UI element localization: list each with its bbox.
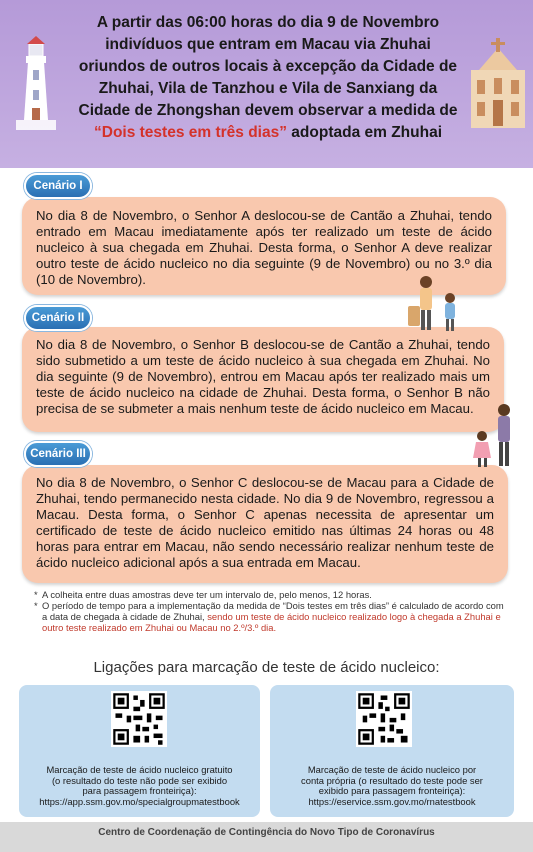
card-desc-line: (o resultado do teste não pode ser exibido: [51, 774, 228, 786]
footnote-text-part: O período de tempo para a implementação da medida de “Dois testes em três dias” é calculado de acordo com a data de chegada à cidade de Zhuhai,: [42, 600, 504, 622]
title-line: [58, 122, 478, 144]
free-test-booking-description: [25, 765, 254, 807]
scenario-1-text: No dia 8 de Novembro, o Senhor A deslocou-se de Cantão a Zhuhai, tendo entrado em Macau imediatamente após ter realizado um teste de ácido nucleico à sua chegada em Zhuhai. Desta forma, o Senhor A deve realizar outro teste de ácido nucleico no dia seguinte (9 de Novembro) ou no 3.º dia (10 de Novembro).: [36, 208, 492, 287]
title-line: Cidade de Zhongshan devem observar a medida de: [78, 102, 458, 119]
paid-test-booking-card[interactable]: [270, 685, 514, 817]
paid-test-booking-link[interactable]: https://eservice.ssm.gov.mo/rnatestbook: [308, 795, 476, 807]
scenario-1-label: Cenário I: [24, 173, 92, 199]
card-desc-line: conta própria (o resultado do teste pode ser: [301, 774, 483, 786]
travellers-illustration: [406, 272, 466, 334]
lighthouse-illustration: [14, 36, 58, 132]
footnote-star: *: [34, 589, 38, 600]
title-highlight: “Dois testes em três dias”: [94, 124, 287, 141]
qr-code-icon[interactable]: [356, 691, 412, 747]
card-desc-line: Marcação de teste de ácido nucleico gratuito: [46, 764, 233, 775]
free-test-booking-link[interactable]: https://app.ssm.gov.mo/specialgroupmatestbook: [39, 795, 240, 807]
footer: [0, 822, 533, 852]
title-line: Zhuhai, Vila de Tanzhou e Vila de Sanxiang da: [98, 80, 438, 97]
scenario-2-text: No dia 8 de Novembro, o Senhor B deslocou-se de Cantão a Zhuhai, tendo sido submetido a um teste de ácido nucleico à sua chegada em Zhuhai. No dia seguinte (9 de Novembro), entrou em Macau após ter realizado mais um teste de ácido nucleico na cidade de Zhuhai. Desta forma, o Senhor B não precisa de se submeter a mais nenhum teste de ácido nucleico em Macau.: [36, 337, 490, 416]
footer-text: Centro de Coordenação de Contingência do Novo Tipo de Coronavírus: [98, 827, 435, 838]
card-desc-line: Marcação de teste de ácido nucleico por: [307, 764, 477, 775]
title-line: A partir das 06:00 horas do dia 9 de Novembro: [96, 14, 440, 31]
page-title: [58, 12, 478, 144]
card-desc-line: exibido para passagem fronteiriça):: [318, 785, 466, 796]
title-tail: adoptada em Zhuhai: [286, 124, 442, 141]
paid-test-booking-description: [276, 765, 508, 807]
free-test-booking-card[interactable]: [19, 685, 260, 817]
title-line: indivíduos que entram em Macau via Zhuhai: [105, 36, 431, 53]
scenario-2-label: Cenário II: [24, 305, 92, 331]
header-banner: [0, 0, 533, 168]
scenario-3-label: Cenário III: [24, 441, 92, 467]
scenario-3-text: No dia 8 de Novembro, o Senhor C deslocou-se de Macau para a Cidade de Zhuhai, tendo permanecido nesta cidade. No dia 9 de Novembro, regressou a Macau. Desta forma, o Senhor C apenas necessita de apresentar um certificado de teste de ácido nucleico emitido nas últimas 24 horas ou 48 horas para entrar em Macau, não sendo necessário realizar nenhum teste de ácido nucleico adicional após a sua entrada em Macau.: [36, 475, 494, 570]
footnote-1: [34, 589, 504, 600]
scenario-3-box: [22, 465, 508, 583]
footnote-text: [42, 600, 504, 633]
footnote-text: A colheita entre duas amostras deve ter um intervalo de, pelo menos, 12 horas.: [42, 589, 372, 600]
footnote-star: *: [34, 600, 38, 611]
footnote-2: [34, 600, 504, 633]
links-title: Ligações para marcação de teste de ácido nucleico:: [93, 659, 440, 676]
title-line: oriundos de outros locais à excepção da Cidade de: [78, 58, 458, 75]
footnote-text-highlight: sendo um teste de ácido nucleico realizado logo à chegada a Zhuhai e outro teste realizado em Zhuhai ou Macau no 2.º/3.º dia.: [42, 611, 501, 633]
footnotes: [34, 589, 504, 633]
family-illustration: [466, 402, 522, 470]
scenario-2-box: [22, 327, 504, 432]
card-desc-line: para passagem fronteiriça):: [82, 785, 197, 796]
qr-code-icon[interactable]: [111, 691, 167, 747]
